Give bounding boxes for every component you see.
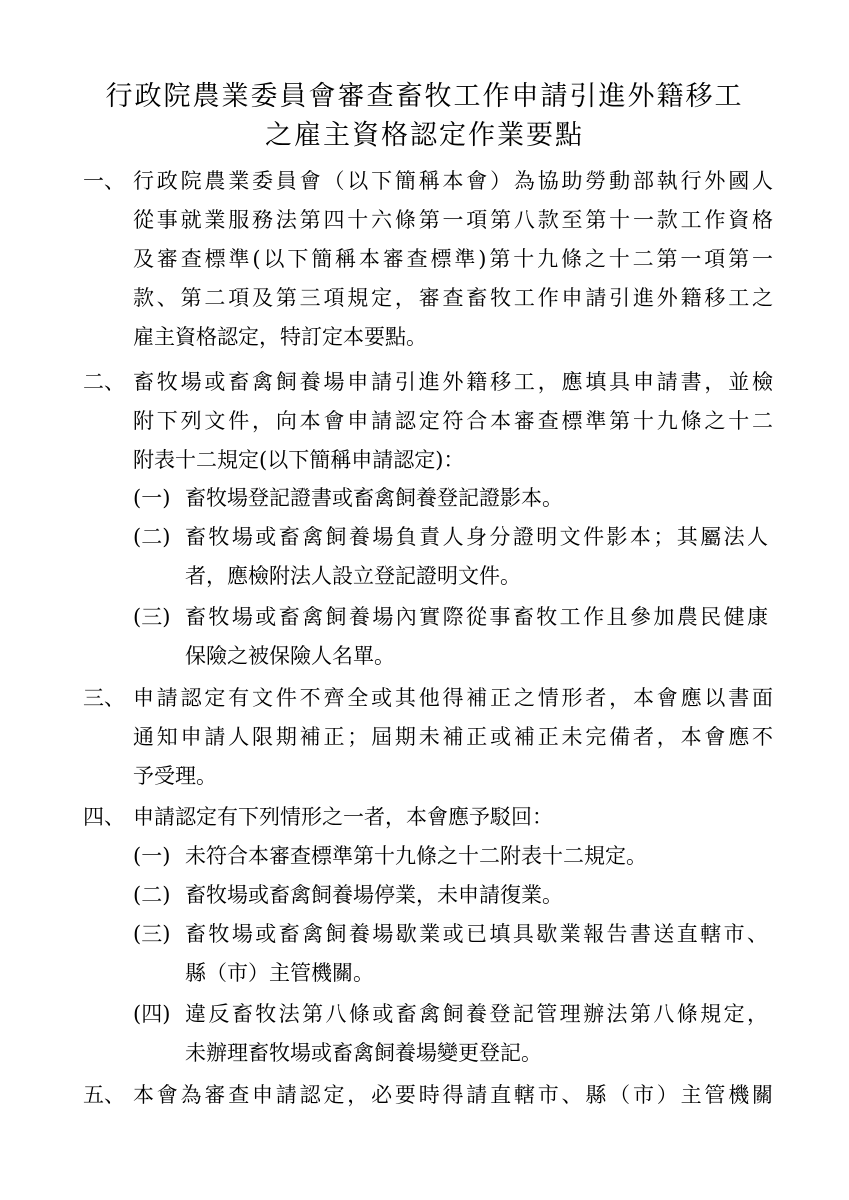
section-4-item-3-line-2: 縣（市）主管機關。 <box>185 961 374 985</box>
section-4-item-4-line-2: 未辦理畜牧場或畜禽飼養場變更登記。 <box>185 1041 542 1065</box>
section-2-item-2-line-2: 者，應檢附法人設立登記證明文件。 <box>185 564 521 588</box>
section-2-item-3-marker: (三) <box>133 605 171 629</box>
section-3-line-1: 申請認定有文件不齊全或其他得補正之情形者，本會應以書面 <box>133 686 773 710</box>
section-4-item-3-line-1: 畜牧場或畜禽飼養場歇業或已填具歇業報告書送直轄市、 <box>185 922 768 946</box>
section-2-item-3-line-1: 畜牧場或畜禽飼養場內實際從事畜牧工作且參加農民健康 <box>185 605 768 629</box>
section-1-line-1: 行政院農業委員會（以下簡稱本會）為協助勞動部執行外國人 <box>133 169 773 193</box>
section-1-line-5: 雇主資格認定，特訂定本要點。 <box>133 325 427 349</box>
section-2-line-3: 附表十二規定(以下簡稱申請認定)： <box>133 448 465 472</box>
section-2-item-2-marker: (二) <box>133 525 171 549</box>
section-5-marker: 五、 <box>83 1083 125 1107</box>
section-4-item-4-marker: (四) <box>133 1002 171 1026</box>
section-2-marker: 二、 <box>83 370 125 394</box>
section-4-item-2-marker: (二) <box>133 883 171 907</box>
section-2-line-2: 附下列文件，向本會申請認定符合本審查標準第十九條之十二 <box>133 409 773 433</box>
section-3-line-2: 通知申請人限期補正；屆期未補正或補正未完備者，本會應不 <box>133 725 773 749</box>
section-2-item-1-marker: (一) <box>133 486 171 510</box>
section-4-item-3-marker: (三) <box>133 922 171 946</box>
section-2-line-1: 畜牧場或畜禽飼養場申請引進外籍移工，應填具申請書，並檢 <box>133 370 773 394</box>
section-3-marker: 三、 <box>83 686 125 710</box>
document-title-line-1: 行政院農業委員會審查畜牧工作申請引進外籍移工 <box>105 81 744 112</box>
section-2-item-1-line-1: 畜牧場登記證書或畜禽飼養登記證影本。 <box>185 486 563 510</box>
section-1-line-3: 及審查標準(以下簡稱本審查標準)第十九條之十二第一項第一 <box>133 247 773 271</box>
section-5-line-1: 本會為審查申請認定，必要時得請直轄市、縣（市）主管機關 <box>133 1083 773 1107</box>
section-4-line-1: 申請認定有下列情形之一者，本會應予駁回： <box>133 805 553 829</box>
section-3-line-3: 予受理。 <box>133 764 217 788</box>
section-4-item-2-line-1: 畜牧場或畜禽飼養場停業，未申請復業。 <box>185 883 563 907</box>
section-2-item-2-line-1: 畜牧場或畜禽飼養場負責人身分證明文件影本；其屬法人 <box>185 525 768 549</box>
section-1-line-4: 款、第二項及第三項規定，審查畜牧工作申請引進外籍移工之 <box>133 286 773 310</box>
section-1-marker: 一、 <box>83 169 125 193</box>
section-1-line-2: 從事就業服務法第四十六條第一項第八款至第十一款工作資格 <box>133 208 773 232</box>
section-4-item-1-line-1: 未符合本審查標準第十九條之十二附表十二規定。 <box>185 844 647 868</box>
section-4-item-1-marker: (一) <box>133 844 171 868</box>
document-title-line-2: 之雇主資格認定作業要點 <box>265 120 584 151</box>
section-4-marker: 四、 <box>83 805 125 829</box>
section-2-item-3-line-2: 保險之被保險人名單。 <box>185 644 395 668</box>
section-4-item-4-line-1: 違反畜牧法第八條或畜禽飼養登記管理辦法第八條規定， <box>185 1002 768 1026</box>
